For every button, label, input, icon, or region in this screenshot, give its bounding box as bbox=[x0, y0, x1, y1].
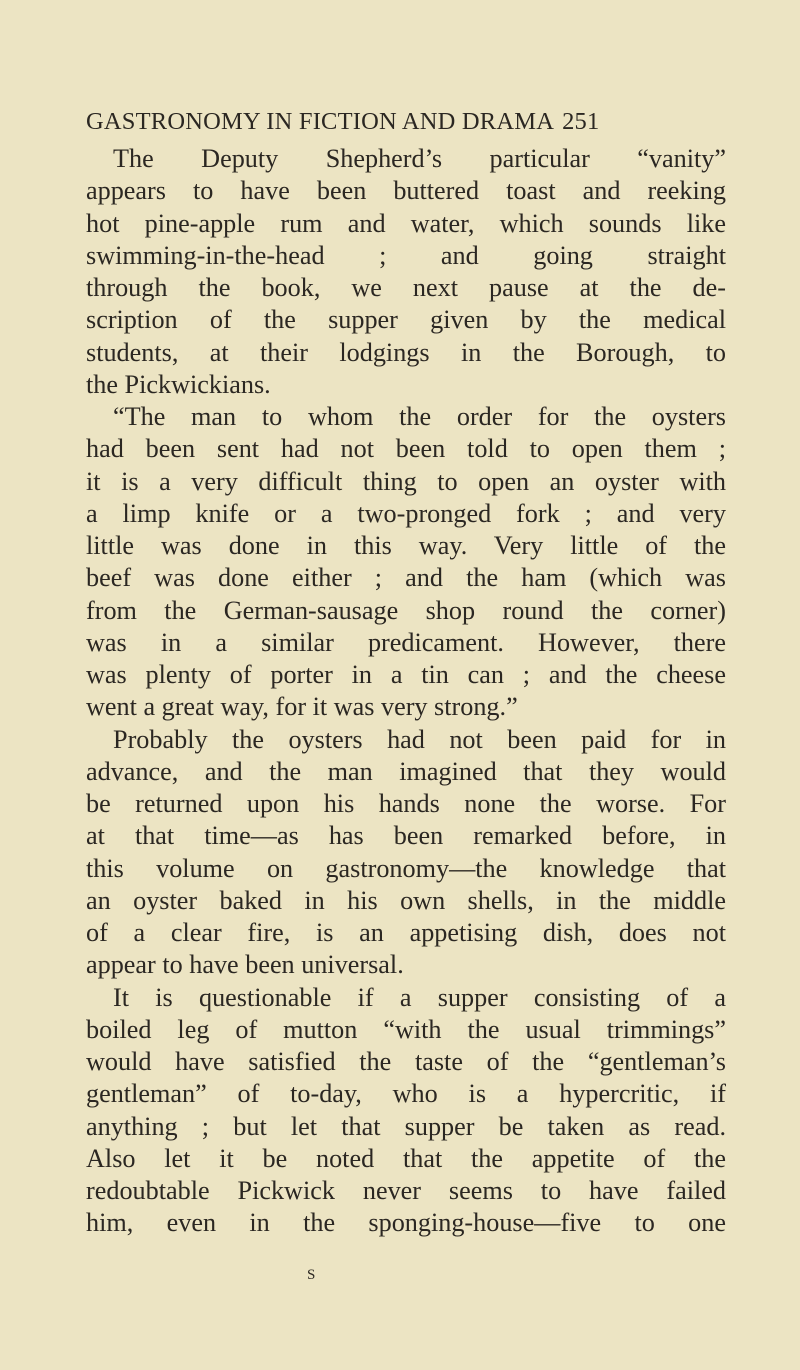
text-line: It is questionable if a supper consisting of a bbox=[113, 982, 726, 1012]
text-line: an oyster baked in his own shells, in the middle bbox=[86, 885, 726, 915]
signature-mark: S bbox=[307, 1267, 316, 1283]
paragraph bbox=[86, 143, 726, 401]
text-line: through the book, we next pause at the de- bbox=[86, 273, 726, 302]
text-line: appears to have been buttered toast and reeking bbox=[86, 176, 726, 206]
text-line: it is a very difficult thing to open an oyster with bbox=[86, 466, 726, 496]
text-line: of a clear fire, is an appetising dish, does not bbox=[86, 918, 726, 947]
text-line: this volume on gastronomy—the knowledge that bbox=[86, 853, 726, 883]
text-line: had been sent had not been told to open them ; bbox=[86, 434, 726, 464]
text-line: a limp knife or a two-pronged fork ; and very bbox=[86, 498, 726, 528]
paragraph bbox=[86, 982, 726, 1240]
text-line: “The man to whom the order for the oysters bbox=[113, 402, 726, 431]
text-line: at that time—as has been remarked before, in bbox=[86, 821, 726, 851]
text-line: appear to have been universal. bbox=[86, 950, 404, 980]
text-line: Probably the oysters had not been paid for in bbox=[113, 724, 726, 754]
text-line: redoubtable Pickwick never seems to have failed bbox=[86, 1176, 726, 1205]
text-line: little was done in this way. Very little of the bbox=[86, 531, 726, 560]
text-line: beef was done either ; and the ham (which was bbox=[86, 563, 726, 593]
text-line: anything ; but let that supper be taken as read. bbox=[86, 1111, 726, 1141]
text-line: swimming-in-the-head ; and going straight bbox=[86, 240, 726, 270]
text-line: went a great way, for it was very strong.” bbox=[86, 692, 518, 722]
text-line: scription of the supper given by the medical bbox=[86, 305, 726, 335]
text-line: would have satisfied the taste of the “gentleman’s bbox=[86, 1047, 726, 1076]
text-line: was in a similar predicament. However, there bbox=[86, 627, 726, 657]
text-line: the Pickwickians. bbox=[86, 369, 271, 399]
text-line: The Deputy Shepherd’s particular “vanity” bbox=[113, 144, 726, 173]
paragraph bbox=[86, 724, 726, 982]
text-line: hot pine-apple rum and water, which sounds like bbox=[86, 208, 726, 238]
text-line: him, even in the sponging-house—five to one bbox=[86, 1208, 726, 1238]
text-line: was plenty of porter in a tin can ; and the cheese bbox=[86, 660, 726, 689]
text-line: be returned upon his hands none the worse. For bbox=[86, 789, 726, 818]
text-line: gentleman” of to-day, who is a hypercritic, if bbox=[86, 1079, 726, 1109]
text-line: Also let it be noted that the appetite of the bbox=[86, 1143, 726, 1173]
text-line: boiled leg of mutton “with the usual trimmings” bbox=[86, 1014, 726, 1044]
running-head: GASTRONOMY IN FICTION AND DRAMA bbox=[86, 108, 555, 135]
text-line: students, at their lodgings in the Borough, to bbox=[86, 337, 726, 367]
page-header bbox=[86, 108, 726, 136]
paragraph bbox=[86, 401, 726, 724]
page-number: 251 bbox=[562, 108, 600, 135]
text-line: from the German-sausage shop round the corner) bbox=[86, 595, 726, 625]
text-line: advance, and the man imagined that they would bbox=[86, 756, 726, 786]
body-text bbox=[86, 143, 726, 1240]
